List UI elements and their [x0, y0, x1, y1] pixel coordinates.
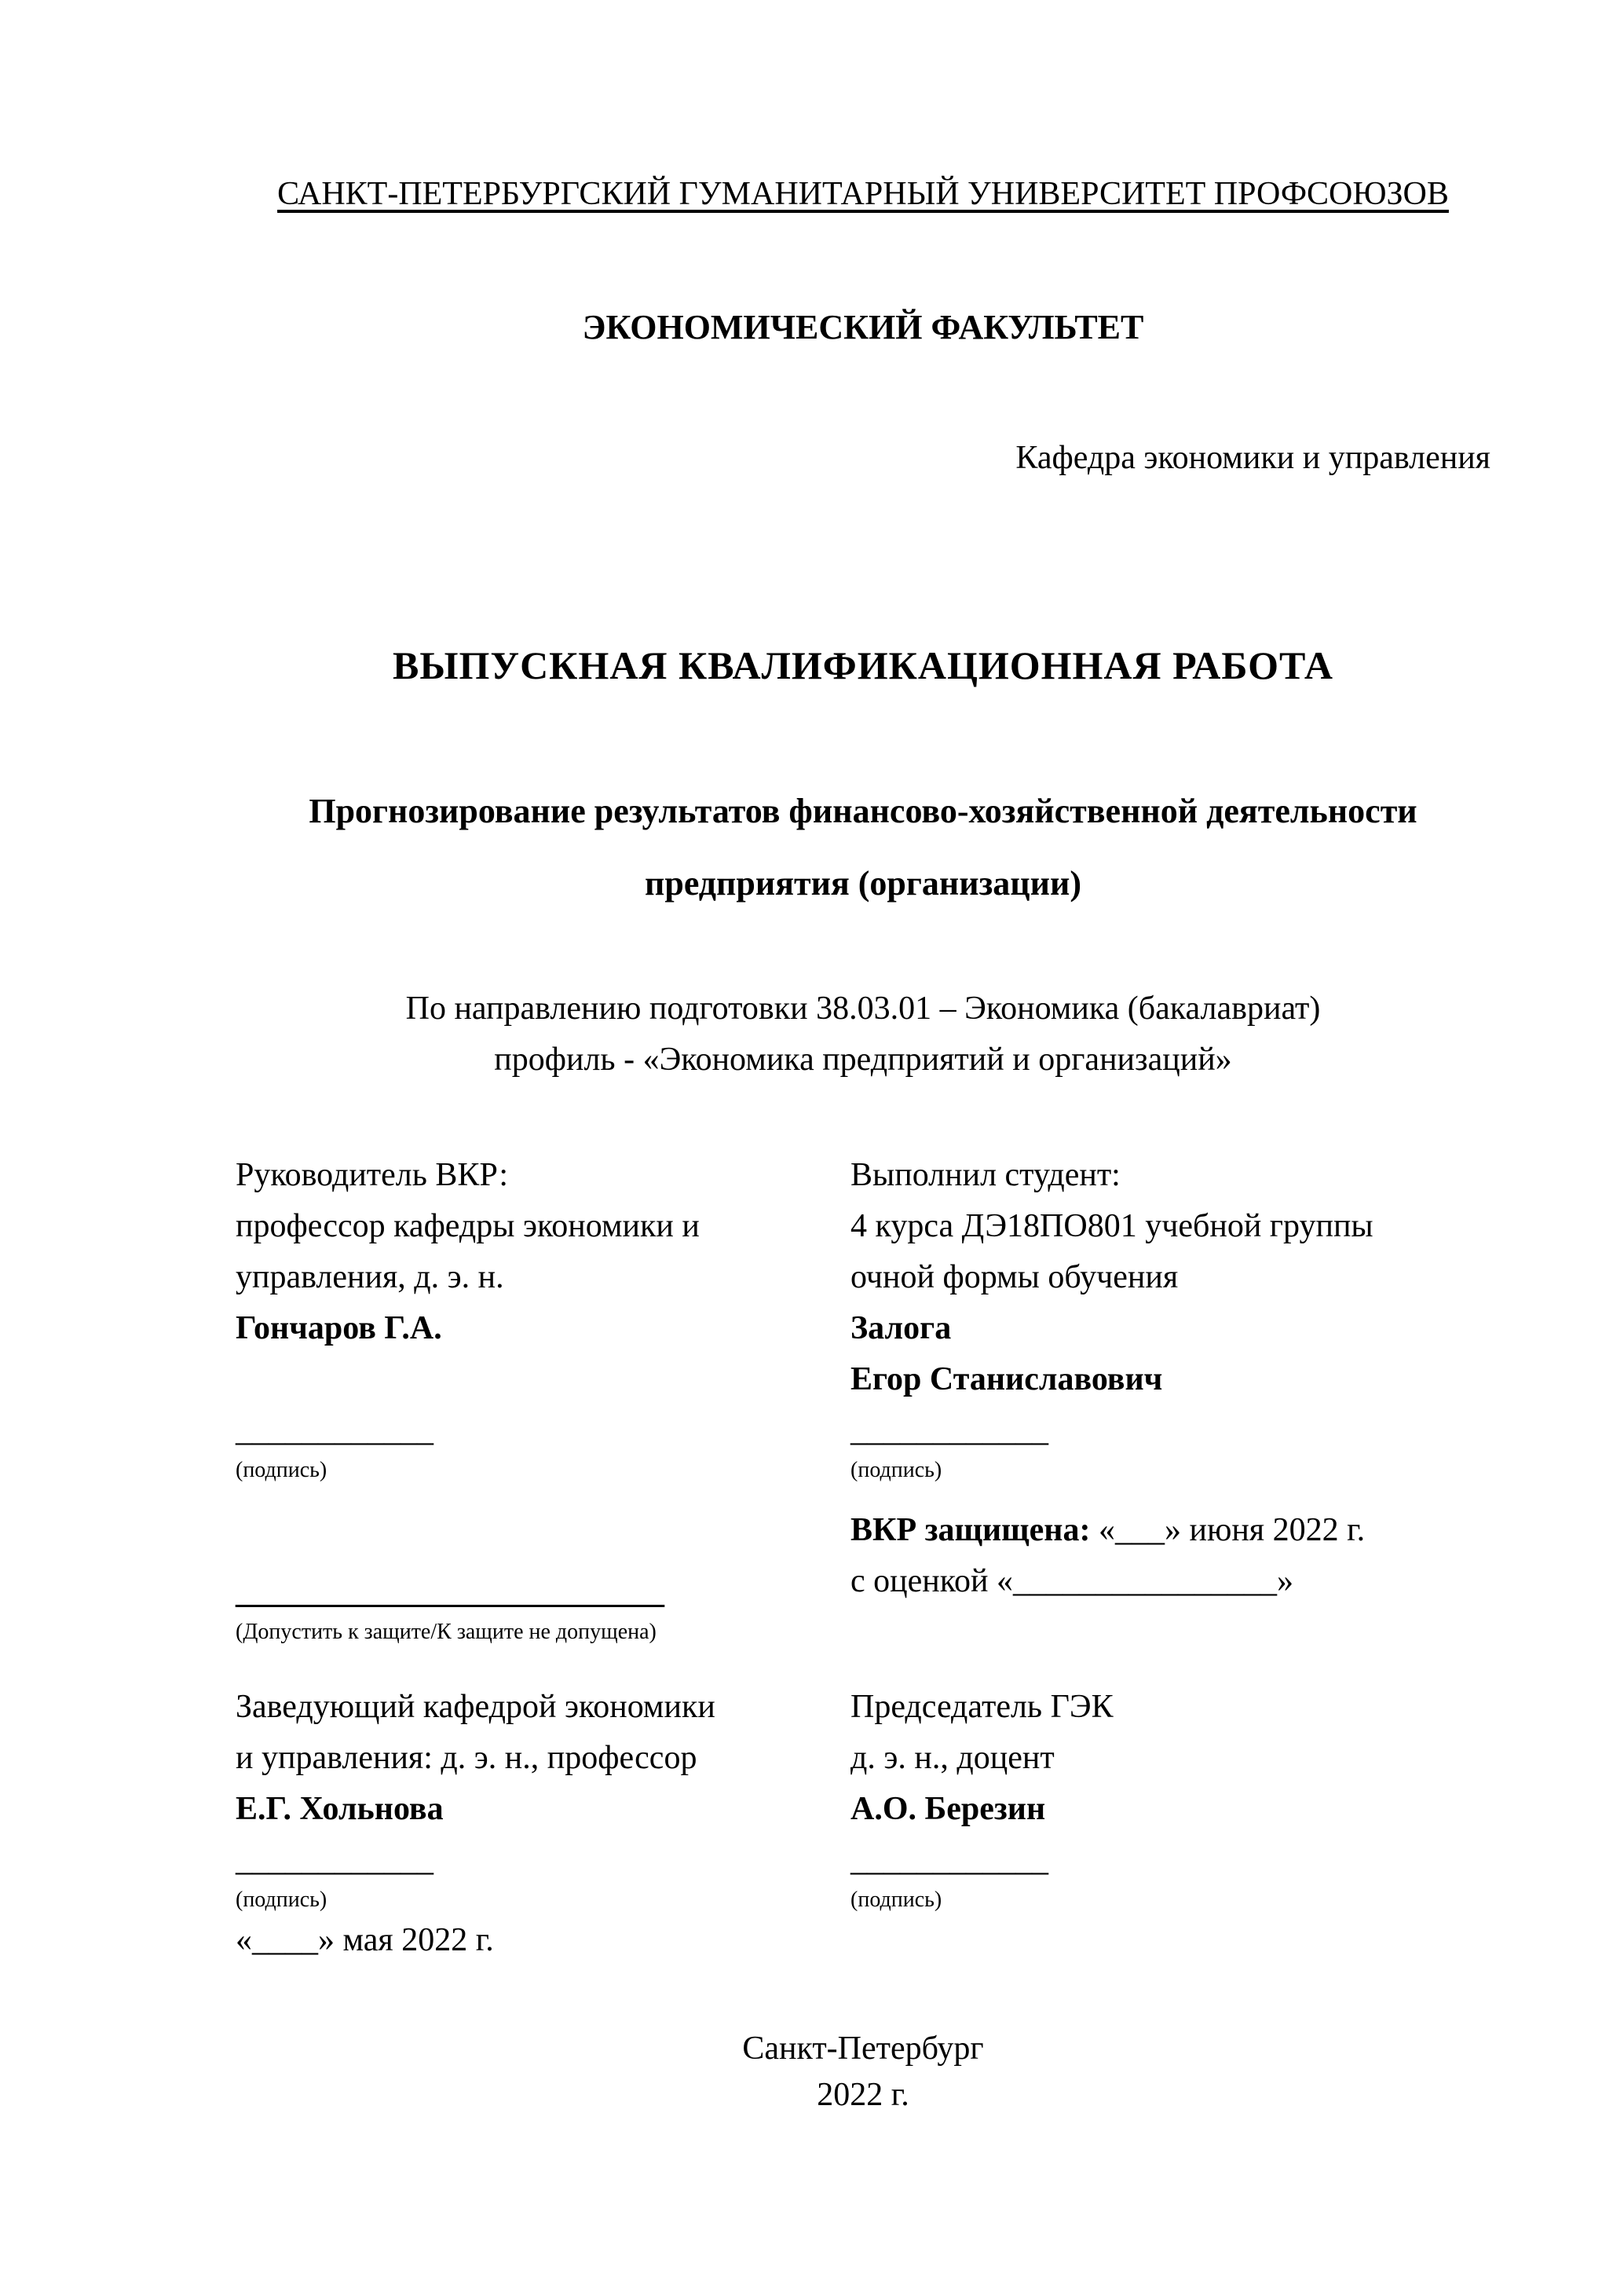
supervisor-block	[236, 1150, 850, 1485]
defense-block	[850, 1505, 1490, 1607]
supervisor-label: Руководитель ВКР:	[236, 1156, 509, 1193]
gek-position-line-1: Председатель ГЭК	[850, 1688, 1114, 1725]
supervisor-position-line-1: профессор кафедры экономики и	[236, 1207, 700, 1244]
head-gek-row	[236, 1682, 1490, 1966]
thesis-type-heading: ВЫПУСКНАЯ КВАЛИФИКАЦИОННАЯ РАБОТА	[393, 643, 1333, 688]
department-name: Кафедра экономики и управления	[1015, 440, 1490, 477]
student-group-line-2: очной формы обучения	[850, 1259, 1179, 1296]
spacer	[236, 1354, 819, 1405]
program-direction	[236, 983, 1490, 1086]
gek-chair-block	[850, 1682, 1490, 1966]
gek-position-line-2: д. э. н., доцент	[850, 1740, 1055, 1777]
thesis-topic	[236, 775, 1490, 921]
footer-year: 2022 г.	[817, 2077, 909, 2114]
defense-label: ВКР защищена:	[850, 1511, 1091, 1548]
university-name: САНКТ-ПЕТЕРБУРГСКИЙ ГУМАНИТАРНЫЙ УНИВЕРСИТЕТ ПРОФСОЮЗОВ	[277, 176, 1449, 212]
program-direction-line-1: По направлению подготовки 38.03.01 – Экономика (бакалавриат)	[405, 990, 1321, 1027]
thesis-topic-line-1: Прогнозирование результатов финансово-хозяйственной деятельности	[309, 791, 1417, 830]
program-direction-line-2: профиль - «Экономика предприятий и организаций»	[494, 1041, 1232, 1078]
head-signature-caption: (подпись)	[236, 1888, 327, 1913]
supervisor-signature-line: ____________	[236, 1412, 433, 1449]
supervisor-signature-caption: (подпись)	[236, 1458, 327, 1483]
footer	[236, 2026, 1490, 2118]
head-position-line-1: Заведующий кафедрой экономики	[236, 1688, 715, 1725]
admission-signature-line: __________________________	[236, 1573, 664, 1610]
defense-date-line	[850, 1505, 1490, 1556]
gek-name: А.О. Березин	[850, 1791, 1046, 1828]
defense-date-text: «___» июня 2022 г.	[1098, 1511, 1366, 1548]
head-of-department-block	[236, 1682, 850, 1966]
student-name-line-2: Егор Станиславович	[850, 1361, 1163, 1398]
head-date-line: «____» мая 2022 г.	[236, 1921, 494, 1958]
admission-block	[236, 1567, 850, 1646]
admission-caption: (Допустить к защите/К защите не допущена)	[236, 1619, 657, 1644]
head-signature-line: ____________	[236, 1842, 433, 1879]
supervisor-position-line-2: управления, д. э. н.	[236, 1259, 504, 1296]
admission-defense-row	[236, 1505, 1490, 1646]
thesis-topic-line-2: предприятия (организации)	[645, 864, 1081, 903]
gek-signature-line: ____________	[850, 1842, 1049, 1879]
defense-grade-line: с оценкой «________________»	[850, 1562, 1294, 1599]
student-block	[850, 1150, 1490, 1485]
head-position-line-2: и управления: д. э. н., профессор	[236, 1740, 697, 1777]
student-name-line-1: Залога	[850, 1310, 952, 1347]
footer-city: Санкт-Петербург	[742, 2031, 984, 2067]
supervisor-name: Гончаров Г.А.	[236, 1310, 442, 1347]
faculty-name: ЭКОНОМИЧЕСКИЙ ФАКУЛЬТЕТ	[582, 308, 1144, 347]
gek-signature-caption: (подпись)	[850, 1888, 942, 1913]
head-name: Е.Г. Хольнова	[236, 1791, 444, 1828]
student-group-line-1: 4 курса ДЭ18ПО801 учебной группы	[850, 1207, 1373, 1244]
student-label: Выполнил студент:	[850, 1156, 1121, 1193]
supervisor-student-row	[236, 1150, 1490, 1485]
student-signature-caption: (подпись)	[850, 1458, 942, 1483]
student-signature-line: ____________	[850, 1412, 1049, 1449]
